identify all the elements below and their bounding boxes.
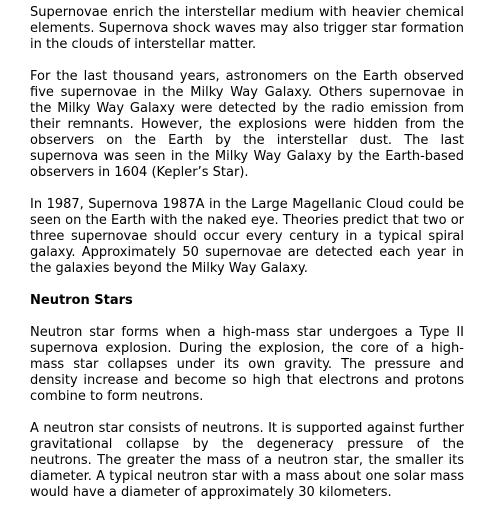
paragraph-neutron-star-consists: A neutron star consists of neutrons. It is supported against further gravitational collapse by the degeneracy pressure of the neutrons. The greater the mass of a neutron star, the smaller its diameter. A typical neutron star with a mass about one solar mass would have a diameter of approximately 30 kilometers. bbox=[30, 421, 464, 500]
paragraph-supernovae-enrich: Supernovae enrich the interstellar medium with heavier chemical elements. Supernova shock waves may also trigger star formation in the clouds of interstellar matter. bbox=[30, 5, 464, 52]
section-heading-neutron-stars: Neutron Stars bbox=[30, 293, 133, 308]
paragraph-supernova-1987a: In 1987, Supernova 1987A in the Large Magellanic Cloud could be seen on the Earth with the naked eye. Theories predict that two or three supernovae should occur every century in a typical spiral galaxy. Approximately 50 supernovae are detected each year in the galaxies beyond the Milky Way Galaxy. bbox=[30, 197, 464, 276]
paragraph-neutron-star-forms: Neutron star forms when a high-mass star undergoes a Type II supernova explosion. During the explosion, the core of a high-mass star collapses under its own gravity. The pressure and density increase and become so high that electrons and protons combine to form neutrons. bbox=[30, 325, 464, 404]
document-body bbox=[30, 5, 464, 517]
paragraph-observed-supernovae: For the last thousand years, astronomers on the Earth observed five supernovae in the Milky Way Galaxy. Others supernovae in the Milky Way Galaxy were detected by the radio emission from their remnants. However, the explosions were hidden from the observers on the Earth by the interstellar dust. The last supernova was seen in the Milky Way Galaxy by the Earth-based observers in 1604 (Kepler’s Star). bbox=[30, 69, 464, 180]
